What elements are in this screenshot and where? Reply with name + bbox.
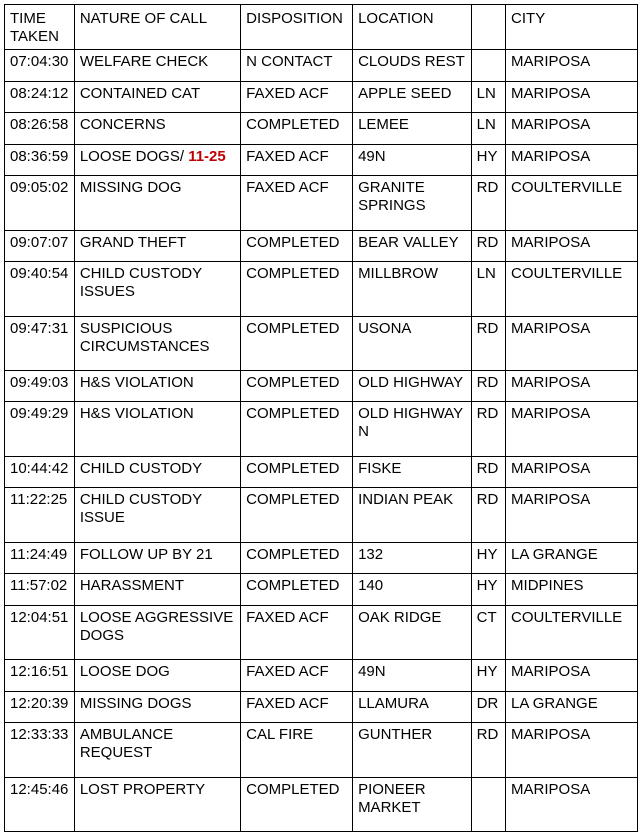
cell-suffix [471,262,505,316]
cell-nature-text: LOOSE DOGS/ [79,147,189,165]
cell-suffix-text: CT [476,608,497,626]
cell-city [506,370,638,402]
cell-disposition-text: COMPLETED [246,405,340,423]
cell-disposition-text: COMPLETED [246,780,340,798]
cell-disposition-text: FAXED ACF [246,608,329,626]
cell-nature-text: HARASSMENT [79,577,185,595]
cell-suffix [471,144,505,176]
cell-city-text: MARIPOSA [511,53,591,70]
cell-nature [74,316,240,370]
table-row [5,176,638,230]
table-row [5,81,638,113]
cell-nature-text: MISSING DOG [79,179,182,197]
cell-location [353,316,472,370]
table-row [5,262,638,316]
cell-time-text: 12:20:39 [10,694,69,712]
cell-nature [74,144,240,176]
cell-suffix-text: RD [476,233,499,251]
cell-location-text: PIONEER MARKET [358,780,426,816]
cell-suffix [471,723,505,777]
cell-location [353,605,472,659]
table-row [5,456,638,488]
cell-location [353,370,472,402]
cell-location-text: OLD HIGHWAY [358,373,464,391]
cell-disposition-text: COMPLETED [246,491,340,509]
cell-disposition-text: FAXED ACF [246,84,329,102]
cell-nature [74,605,240,659]
cell-city [506,50,638,82]
table-row [5,230,638,262]
cell-nature-text: CONCERNS [79,116,166,134]
table-row [5,144,638,176]
cell-suffix [471,456,505,488]
cell-suffix-text: RD [476,319,499,337]
cell-city-text: MARIPOSA [511,405,591,423]
table-row [5,113,638,145]
cell-city-text: MARIPOSA [511,84,591,102]
cell-disposition-text: CAL FIRE [246,726,314,744]
cell-time-text: 09:40:54 [10,265,69,283]
cell-suffix [471,370,505,402]
cell-time [5,402,75,456]
cell-location-text: MILLBROW [358,265,439,283]
table-row [5,316,638,370]
cell-disposition [241,262,353,316]
cell-time [5,542,75,574]
cell-nature-text: CHILD CUSTODY ISSUE [79,491,202,527]
cell-suffix [471,113,505,145]
cell-suffix [471,777,505,831]
cell-suffix-text: HY [476,663,498,681]
cell-city-text: MARIPOSA [511,233,591,251]
cell-nature-text: FOLLOW UP BY 21 [79,545,213,563]
cell-suffix [471,50,505,82]
cell-suffix [471,316,505,370]
cell-location-text: OLD HIGHWAY N [358,405,463,441]
cell-suffix-text: HY [476,147,498,165]
cell-time [5,176,75,230]
cell-location [353,574,472,606]
cell-nature-text: CHILD CUSTODY [79,459,203,477]
cell-time-text: 07:04:30 [10,53,69,70]
cell-suffix-text: RD [476,491,499,509]
cell-time-text: 08:24:12 [10,84,69,102]
cell-location-text: OAK RIDGE [358,608,442,626]
cell-suffix-text: DR [476,694,499,712]
cell-city [506,574,638,606]
cell-suffix-text: HY [476,545,498,563]
cell-disposition [241,691,353,723]
cell-disposition [241,574,353,606]
cell-location [353,777,472,831]
table-row [5,488,638,542]
cell-suffix [471,230,505,262]
cell-time-text: 09:05:02 [10,179,69,197]
cell-suffix-text: RD [476,373,499,391]
table-row [5,660,638,692]
cell-city [506,176,638,230]
cell-location-text: 49N [358,663,386,681]
cell-location [353,402,472,456]
cell-city-text: MIDPINES [511,577,584,595]
cell-disposition-text: COMPLETED [246,373,340,391]
cell-nature [74,542,240,574]
header-nature: NATURE OF CALL [74,5,240,50]
header-time: TIME TAKEN [5,5,75,50]
cell-suffix-text: RD [476,179,499,197]
cell-disposition [241,456,353,488]
cell-nature [74,456,240,488]
cell-nature [74,777,240,831]
cell-time-text: 11:57:02 [10,577,68,595]
cell-disposition [241,660,353,692]
table-row [5,574,638,606]
cell-time [5,113,75,145]
cell-city-text: MARIPOSA [511,780,591,798]
table-row [5,542,638,574]
cell-disposition [241,488,353,542]
cell-time [5,144,75,176]
cell-nature [74,262,240,316]
cell-location [353,81,472,113]
cell-suffix [471,402,505,456]
cell-city-text: MARIPOSA [511,663,591,681]
cell-disposition-text: COMPLETED [246,459,340,477]
cell-nature-text: CONTAINED CAT [79,84,201,102]
cell-nature-text: MISSING DOGS [79,694,192,712]
cell-city [506,316,638,370]
cell-time [5,316,75,370]
cell-location [353,262,472,316]
table-row [5,691,638,723]
cell-location [353,456,472,488]
cell-nature-text: LOOSE DOG [79,663,170,681]
cell-suffix-text: RD [476,726,499,744]
cell-location [353,691,472,723]
cell-nature [74,81,240,113]
cell-location-text: 132 [358,545,384,563]
cell-time [5,777,75,831]
cell-nature-text: H&S VIOLATION [79,405,194,423]
cell-location-text: USONA [358,319,412,337]
cell-disposition-text: FAXED ACF [246,147,329,165]
cell-city [506,144,638,176]
cell-disposition-text: N CONTACT [246,53,333,70]
cell-suffix-text: RD [476,405,499,423]
cell-nature [74,574,240,606]
cell-location-text: GRANITE SPRINGS [358,179,426,215]
cell-city [506,230,638,262]
cell-city-text: MARIPOSA [511,373,591,391]
cell-time-text: 11:24:49 [10,545,68,563]
cell-disposition-text: COMPLETED [246,233,340,251]
cell-nature [74,230,240,262]
cell-nature-text: CHILD CUSTODY ISSUES [79,265,202,301]
cell-suffix-text: LN [476,84,496,102]
cell-time-text: 12:16:51 [10,663,69,681]
cell-location [353,50,472,82]
cell-disposition [241,81,353,113]
cell-city-text: LA GRANGE [511,694,598,712]
cell-time [5,81,75,113]
cell-time [5,230,75,262]
cell-disposition [241,50,353,82]
cell-city [506,605,638,659]
cell-disposition [241,176,353,230]
cell-time-text: 09:49:29 [10,405,69,423]
cell-suffix-text: RD [476,459,499,477]
cell-location-text: BEAR VALLEY [358,233,459,251]
cell-nature [74,50,240,82]
cell-disposition [241,402,353,456]
cell-nature [74,113,240,145]
cell-city [506,723,638,777]
cell-disposition [241,144,353,176]
cell-location-text: APPLE SEED [358,84,452,102]
cell-location-text: CLOUDS REST [358,53,465,70]
cell-time-text: 09:07:07 [10,233,69,251]
cell-time-text: 12:04:51 [10,608,69,626]
cell-time [5,488,75,542]
cell-disposition-text: COMPLETED [246,545,340,563]
cell-city-text: COULTERVILLE [511,179,623,197]
cell-suffix-text: LN [476,265,496,283]
cell-location [353,230,472,262]
cell-disposition [241,370,353,402]
cell-location-text: INDIAN PEAK [358,491,454,509]
cell-city-text: MARIPOSA [511,726,591,744]
cell-city-text: LA GRANGE [511,545,598,563]
cell-time [5,660,75,692]
cell-disposition-text: COMPLETED [246,577,340,595]
cell-time-text: 09:47:31 [10,319,69,337]
cell-nature [74,660,240,692]
cell-location-text: FISKE [358,459,402,477]
cell-suffix [471,660,505,692]
cell-location-text: 49N [358,147,386,165]
cell-disposition-text: COMPLETED [246,116,340,134]
cell-city-text: COULTERVILLE [511,608,623,626]
cell-city [506,691,638,723]
cell-location-text: GUNTHER [358,726,433,744]
cell-nature-text: LOST PROPERTY [79,780,206,798]
cell-time [5,456,75,488]
cell-nature-text: AMBULANCE REQUEST [79,726,174,762]
cell-disposition-text: FAXED ACF [246,694,329,712]
table-row [5,777,638,831]
table-row [5,402,638,456]
table-row [5,370,638,402]
cell-disposition [241,316,353,370]
cell-city [506,402,638,456]
cell-disposition [241,230,353,262]
cell-disposition-text: FAXED ACF [246,663,329,681]
cell-suffix-text: HY [476,577,498,595]
cell-city-text: MARIPOSA [511,116,591,134]
cell-time [5,50,75,82]
cell-location-text: LLAMURA [358,694,429,712]
cell-nature-highlight: 11-25 [188,147,226,165]
cell-nature [74,723,240,777]
cell-time-text: 08:36:59 [10,147,69,165]
cell-time [5,262,75,316]
cell-suffix [471,574,505,606]
cell-disposition-text: FAXED ACF [246,179,329,197]
cell-nature [74,402,240,456]
cell-location [353,113,472,145]
cell-suffix [471,691,505,723]
cell-disposition [241,605,353,659]
header-row [5,5,638,50]
cell-city [506,262,638,316]
cell-city [506,113,638,145]
cell-city-text: MARIPOSA [511,491,591,509]
cell-location-text: LEMEE [358,116,409,134]
cell-city-text: MARIPOSA [511,319,591,337]
cell-time-text: 12:45:46 [10,780,69,798]
cell-time-text: 10:44:42 [10,459,69,477]
cell-location [353,144,472,176]
cell-time-text: 09:49:03 [10,373,69,391]
cell-disposition [241,113,353,145]
cell-city-text: MARIPOSA [511,147,591,165]
cell-time-text: 11:22:25 [10,491,68,509]
cell-location [353,723,472,777]
cell-suffix [471,488,505,542]
cell-time [5,691,75,723]
header-disposition: DISPOSITION [241,5,353,50]
cell-disposition [241,777,353,831]
cell-time [5,723,75,777]
cell-time-text: 08:26:58 [10,116,69,134]
cell-nature [74,691,240,723]
cell-suffix [471,176,505,230]
cell-city [506,777,638,831]
cell-city [506,542,638,574]
cell-nature-text: LOOSE AGGRESSIVE DOGS [79,608,234,644]
cell-city [506,660,638,692]
cell-city-text: MARIPOSA [511,459,591,477]
cell-location [353,660,472,692]
cell-location-text: 140 [358,577,384,595]
cell-suffix [471,81,505,113]
cell-nature-text: GRAND THEFT [79,233,187,251]
cell-city [506,81,638,113]
cell-nature [74,488,240,542]
cell-nature-text: H&S VIOLATION [79,373,194,391]
cell-disposition-text: COMPLETED [246,319,340,337]
cell-nature [74,176,240,230]
header-suffix [471,5,505,50]
table-row [5,723,638,777]
cell-nature-text: WELFARE CHECK [79,53,209,70]
cell-disposition [241,542,353,574]
cell-nature-text: SUSPICIOUS CIRCUMSTANCES [79,319,210,355]
cell-location [353,176,472,230]
header-location: LOCATION [353,5,472,50]
table-row [5,605,638,659]
cell-suffix [471,605,505,659]
cell-disposition-text: COMPLETED [246,265,340,283]
cell-location [353,542,472,574]
cell-city [506,456,638,488]
cell-disposition [241,723,353,777]
table-row [5,50,638,82]
cell-time [5,370,75,402]
call-log-table [4,4,638,832]
cell-city [506,488,638,542]
cell-city-text: COULTERVILLE [511,265,623,283]
cell-location [353,488,472,542]
cell-nature [74,370,240,402]
header-city: CITY [506,5,638,50]
cell-suffix [471,542,505,574]
cell-suffix-text: LN [476,116,496,134]
cell-time-text: 12:33:33 [10,726,69,744]
cell-time [5,574,75,606]
cell-time [5,605,75,659]
